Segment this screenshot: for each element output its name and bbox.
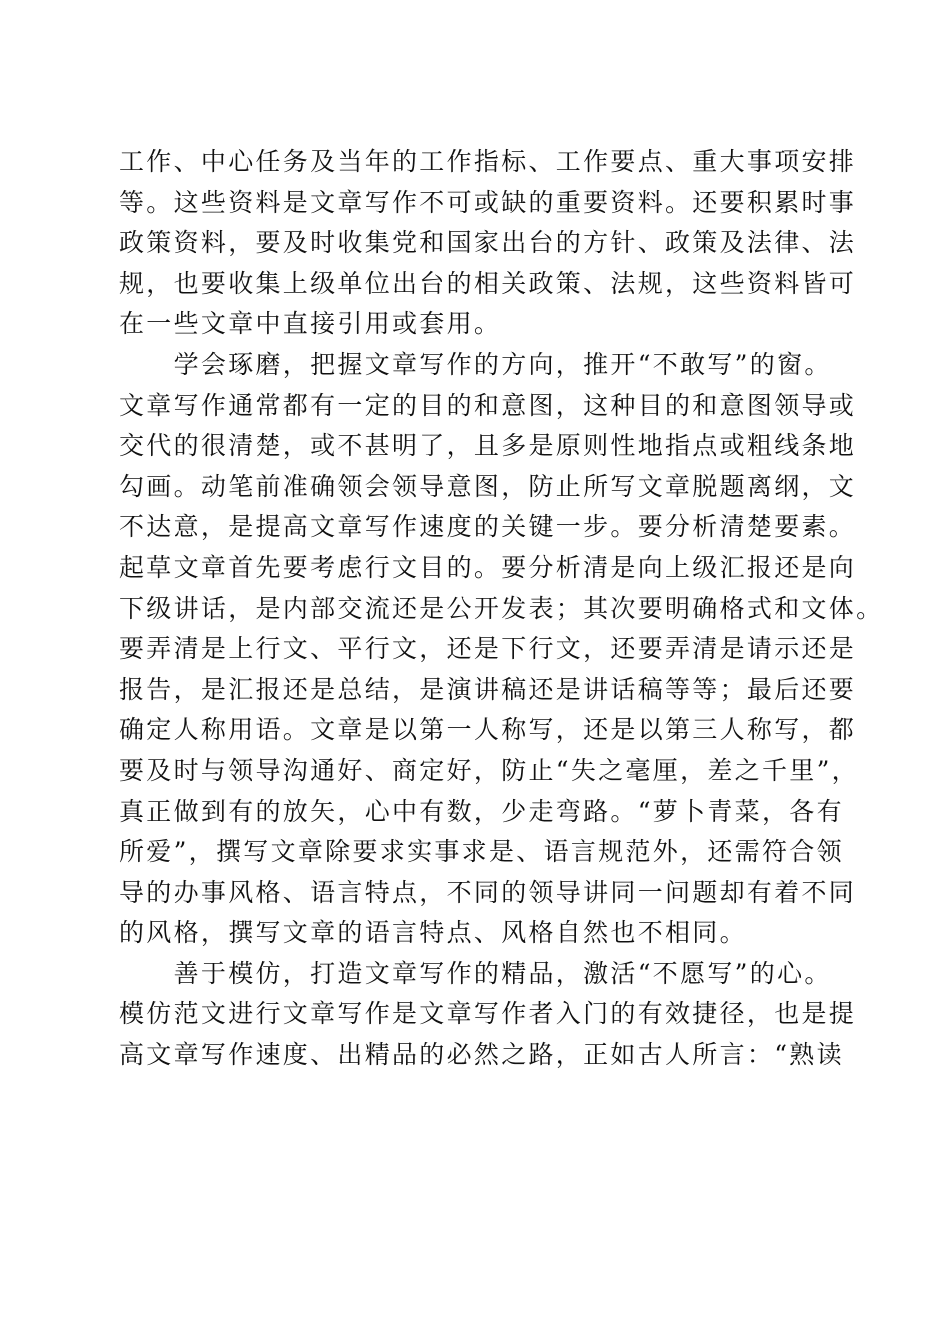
text-line: 交代的很清楚，或不甚明了，且多是原则性地指点或粗线条地 <box>119 431 857 461</box>
text-line: 工作、中心任务及当年的工作指标、工作要点、重大事项安排 <box>119 147 857 176</box>
text-line: 规，也要收集上级单位出台的相关政策、法规，这些资料皆可 <box>119 268 857 298</box>
text-line: 真正做到有的放矢，心中有数，少走弯路。“萝卜青菜，各有 <box>119 796 844 826</box>
paragraph-heading-line: 学会琢磨，把握文章写作的方向，推开“不敢写”的窗。 <box>119 349 832 379</box>
body-text <box>119 142 884 1076</box>
text-line: 确定人称用语。文章是以第一人称写，还是以第三人称写，都 <box>119 715 857 745</box>
paragraph-heading-line: 善于模仿，打造文章写作的精品，激活“不愿写”的心。 <box>119 958 832 988</box>
text-line: 要及时与领导沟通好、商定好，防止“失之毫厘，差之千里”， <box>119 755 859 785</box>
text-line: 导的办事风格、语言特点，不同的领导讲同一问题却有着不同 <box>119 877 857 907</box>
text-line: 起草文章首先要考虑行文目的。要分析清是向上级汇报还是向 <box>119 552 857 582</box>
text-line: 在一些文章中直接引用或套用。 <box>119 309 502 339</box>
text-line: 不达意，是提高文章写作速度的关键一步。要分析清楚要素。 <box>119 512 857 542</box>
text-line: 文章写作通常都有一定的目的和意图，这种目的和意图领导或 <box>119 390 857 420</box>
text-line: 等。这些资料是文章写作不可或缺的重要资料。还要积累时事 <box>119 187 857 217</box>
text-line: 政策资料，要及时收集党和国家出台的方针、政策及法律、法 <box>119 228 857 258</box>
text-line: 高文章写作速度、出精品的必然之路，正如古人所言：“熟读 <box>119 1040 844 1070</box>
text-line: 要弄清是上行文、平行文，还是下行文，还要弄清是请示还是 <box>119 634 857 664</box>
text-line: 下级讲话，是内部交流还是公开发表；其次要明确格式和文体。 <box>119 593 884 623</box>
text-line: 报告，是汇报还是总结，是演讲稿还是讲话稿等等；最后还要 <box>119 674 857 704</box>
text-line: 所爱”，撰写文章除要求实事求是、语言规范外，还需符合领 <box>119 837 844 867</box>
text-line: 勾画。动笔前准确领会领导意图，防止所写文章脱题离纲，文 <box>119 471 857 501</box>
text-line: 模仿范文进行文章写作是文章写作者入门的有效捷径，也是提 <box>119 999 857 1029</box>
text-line: 的风格，撰写文章的语言特点、风格自然也不相同。 <box>119 918 747 948</box>
